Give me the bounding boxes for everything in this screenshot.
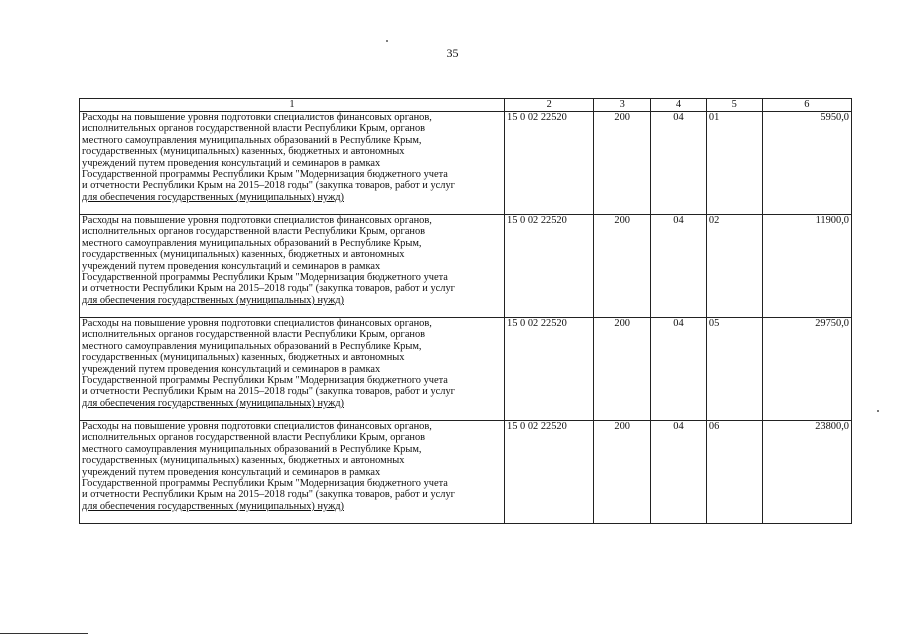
scan-speck <box>877 410 879 412</box>
header-col-1: 1 <box>80 99 505 112</box>
expense-type-code: 200 <box>594 112 651 215</box>
row-description <box>80 318 505 421</box>
table-row <box>80 421 852 524</box>
footer-rule <box>0 633 88 634</box>
table-header <box>80 99 852 112</box>
expense-type-code: 200 <box>594 421 651 524</box>
description-line: учреждений путем проведения консультаций и семинаров в рамках <box>82 260 381 272</box>
subsection-code: 01 <box>706 112 762 215</box>
description-line: исполнительных органов государственной власти Республики Крым, органов <box>82 432 426 444</box>
page-number: 35 <box>446 46 459 60</box>
section-code: 04 <box>651 215 707 318</box>
amount: 5950,0 <box>762 112 851 215</box>
table-body <box>80 112 852 524</box>
description-line: для обеспечения государственных (муниципальных) нужд) <box>82 397 344 409</box>
table-row <box>80 215 852 318</box>
description-line: государственных (муниципальных) казенных, бюджетных и автономных <box>82 352 405 364</box>
description-line: учреждений путем проведения консультаций и семинаров в рамках <box>82 157 381 169</box>
expense-type-code: 200 <box>594 215 651 318</box>
description-line: Государственной программы Республики Крым "Модернизация бюджетного учета <box>82 169 448 181</box>
scan-speck <box>386 40 388 42</box>
description-line: Государственной программы Республики Крым "Модернизация бюджетного учета <box>82 478 448 490</box>
description-line: для обеспечения государственных (муниципальных) нужд) <box>82 500 344 512</box>
description-line: местного самоуправления муниципальных образований в Республике Крым, <box>82 443 422 455</box>
description-line: Государственной программы Республики Крым "Модернизация бюджетного учета <box>82 272 448 284</box>
description-line: местного самоуправления муниципальных образований в Республике Крым, <box>82 237 422 249</box>
subsection-code: 06 <box>706 421 762 524</box>
header-col-2: 2 <box>505 99 594 112</box>
table-row <box>80 318 852 421</box>
target-article-code: 15 0 02 22520 <box>505 318 594 421</box>
description-line: учреждений путем проведения консультаций и семинаров в рамках <box>82 466 381 478</box>
description-line: исполнительных органов государственной власти Республики Крым, органов <box>82 123 426 135</box>
description-line: местного самоуправления муниципальных образований в Республике Крым, <box>82 340 422 352</box>
table-row <box>80 112 852 215</box>
description-line: для обеспечения государственных (муниципальных) нужд) <box>82 191 344 203</box>
section-code: 04 <box>651 112 707 215</box>
description-line: Расходы на повышение уровня подготовки специалистов финансовых органов, <box>82 318 432 329</box>
description-line: Расходы на повышение уровня подготовки специалистов финансовых органов, <box>82 421 432 432</box>
description-line: Расходы на повышение уровня подготовки специалистов финансовых органов, <box>82 112 432 123</box>
target-article-code: 15 0 02 22520 <box>505 421 594 524</box>
header-col-5: 5 <box>706 99 762 112</box>
description-line: и отчетности Республики Крым на 2015–2018 годы" (закупка товаров, работ и услуг <box>82 180 455 192</box>
amount: 29750,0 <box>762 318 851 421</box>
target-article-code: 15 0 02 22520 <box>505 112 594 215</box>
header-col-6: 6 <box>762 99 851 112</box>
row-description <box>80 215 505 318</box>
description-line: исполнительных органов государственной власти Республики Крым, органов <box>82 329 426 341</box>
subsection-code: 02 <box>706 215 762 318</box>
description-line: государственных (муниципальных) казенных, бюджетных и автономных <box>82 249 405 261</box>
description-line: Расходы на повышение уровня подготовки специалистов финансовых органов, <box>82 215 432 226</box>
header-col-3: 3 <box>594 99 651 112</box>
section-code: 04 <box>651 421 707 524</box>
section-code: 04 <box>651 318 707 421</box>
description-line: учреждений путем проведения консультаций и семинаров в рамках <box>82 363 381 375</box>
description-line: государственных (муниципальных) казенных, бюджетных и автономных <box>82 455 405 467</box>
description-line: и отчетности Республики Крым на 2015–2018 годы" (закупка товаров, работ и услуг <box>82 489 455 501</box>
amount: 23800,0 <box>762 421 851 524</box>
description-line: Государственной программы Республики Крым "Модернизация бюджетного учета <box>82 375 448 387</box>
description-line: местного самоуправления муниципальных образований в Республике Крым, <box>82 134 422 146</box>
expense-type-code: 200 <box>594 318 651 421</box>
header-row <box>80 99 852 112</box>
description-line: и отчетности Республики Крым на 2015–2018 годы" (закупка товаров, работ и услуг <box>82 386 455 398</box>
subsection-code: 05 <box>706 318 762 421</box>
amount: 11900,0 <box>762 215 851 318</box>
budget-table <box>79 98 852 524</box>
description-line: и отчетности Республики Крым на 2015–2018 годы" (закупка товаров, работ и услуг <box>82 283 455 295</box>
target-article-code: 15 0 02 22520 <box>505 215 594 318</box>
description-line: исполнительных органов государственной власти Республики Крым, органов <box>82 226 426 238</box>
header-col-4: 4 <box>651 99 707 112</box>
description-line: для обеспечения государственных (муниципальных) нужд) <box>82 294 344 306</box>
row-description <box>80 421 505 524</box>
row-description <box>80 112 505 215</box>
description-line: государственных (муниципальных) казенных, бюджетных и автономных <box>82 146 405 158</box>
